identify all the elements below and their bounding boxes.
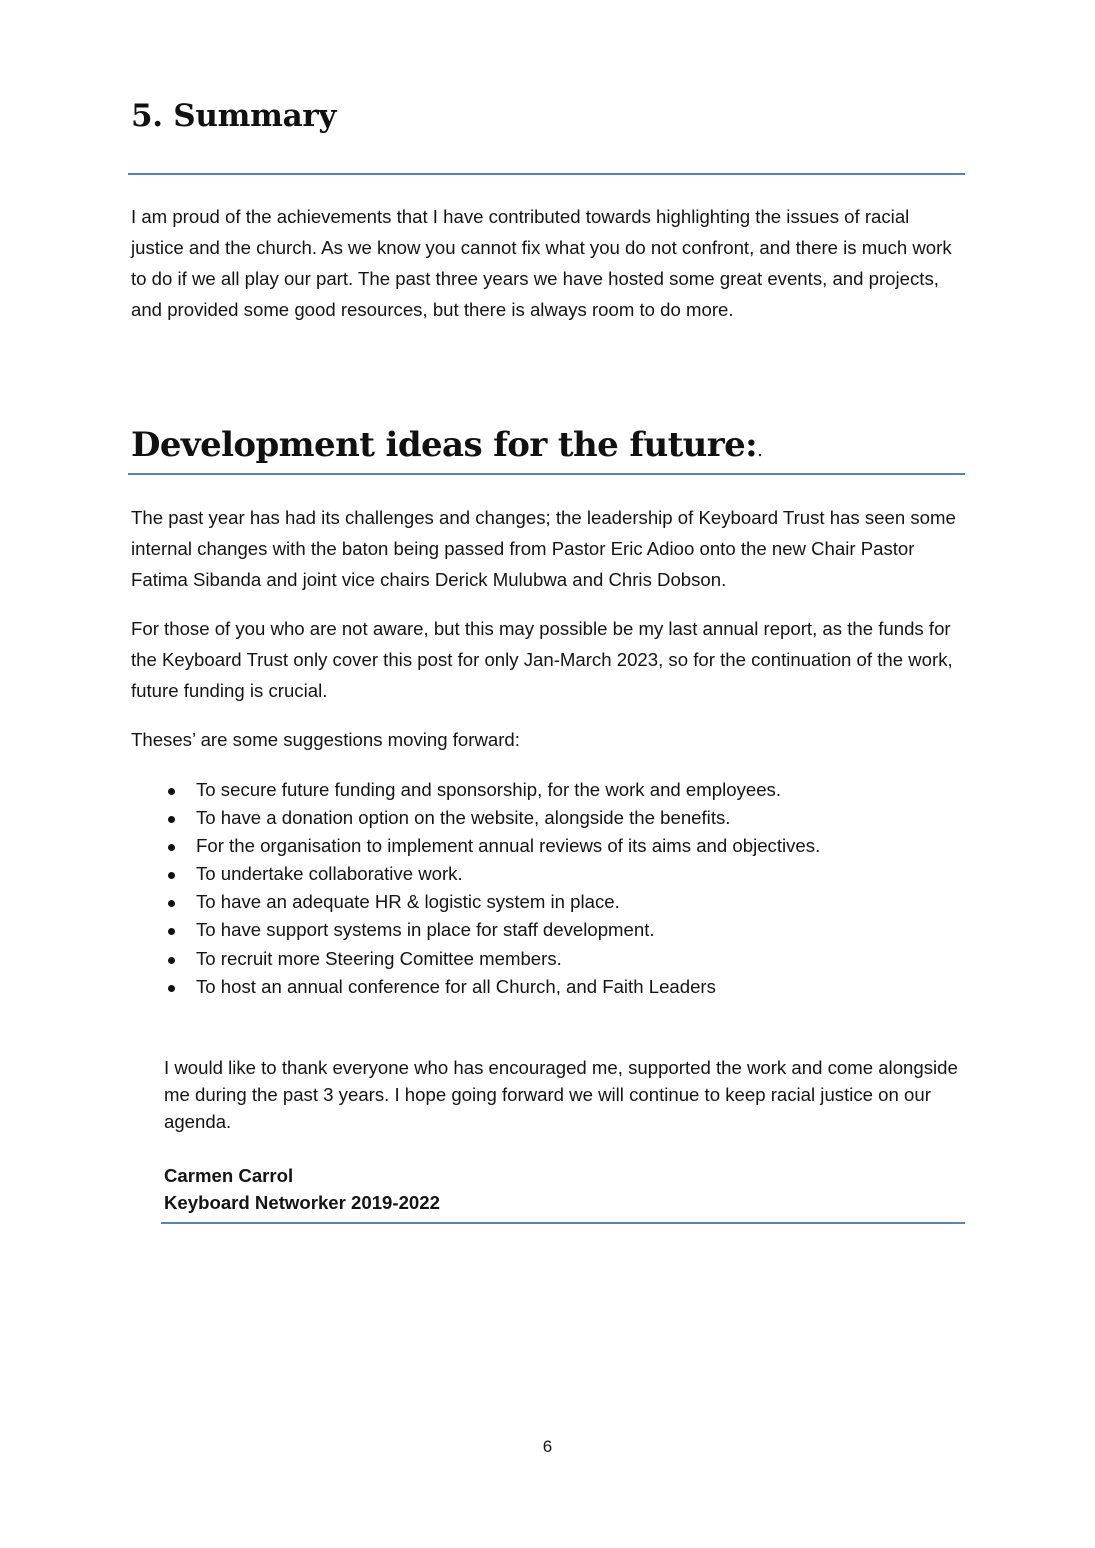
list-item: [160, 916, 960, 944]
list-item: [160, 804, 960, 832]
bullet-icon: [168, 957, 175, 964]
bullet-icon: [168, 788, 175, 795]
list-item-text: To have a donation option on the website, alongside the benefits.: [196, 807, 731, 829]
summary-heading: 5. Summary: [131, 98, 337, 134]
development-paragraph-1: The past year has had its challenges and changes; the leadership of Keyboard Trust has seen some internal changes with the baton being passed from Pastor Eric Adioo onto the new Chair Pastor Fatima Sibanda and joint vice chairs Derick Mulubwa and Chris Dobson.: [131, 507, 956, 590]
development-paragraph-2: For those of you who are not aware, but this may possible be my last annual report, as the funds for the Keyboard Trust only cover this post for only Jan-March 2023, so for the continuation of the work, future funding is crucial.: [131, 618, 953, 701]
list-item: [160, 888, 960, 916]
bullet-icon: [168, 985, 175, 992]
signature-divider: [161, 1222, 965, 1224]
bullet-icon: [168, 844, 175, 851]
list-item: [160, 860, 960, 888]
list-item-text: To have an adequate HR & logistic system in place.: [196, 891, 620, 913]
list-item: [160, 945, 960, 973]
list-item-text: To host an annual conference for all Church, and Faith Leaders: [196, 975, 716, 997]
development-heading: [131, 421, 763, 475]
page-number: 6: [542, 1437, 553, 1456]
summary-divider: [128, 173, 965, 175]
bullet-icon: [168, 928, 175, 935]
list-item-text: For the organisation to implement annual reviews of its aims and objectives.: [196, 835, 821, 857]
signature-role: Keyboard Networker 2019-2022: [164, 1192, 440, 1213]
bullet-icon: [168, 816, 175, 823]
thanks-paragraph: I would like to thank everyone who has encouraged me, supported the work and come alongside me during the past 3 years. I hope going forward we will continue to keep racial justice on our agenda.: [164, 1057, 958, 1132]
bullet-icon: [168, 900, 175, 907]
list-item-text: To recruit more Steering Comittee members.: [196, 947, 562, 969]
development-heading-text: Development ideas for the future:: [131, 425, 758, 465]
suggestions-list: [160, 776, 960, 1001]
list-item: [160, 973, 960, 1001]
signature-name: Carmen Carrol: [164, 1165, 294, 1186]
summary-paragraph: I am proud of the achievements that I have contributed towards highlighting the issues of racial justice and the church. As we know you cannot fix what you do not confront, and there is much work to do if we all play our part. The past three years we have hosted some great events, and projects, and provided some good resources, but there is always room to do more.: [131, 206, 952, 320]
list-item: [160, 832, 960, 860]
development-divider: [128, 473, 965, 475]
bullet-icon: [168, 872, 175, 879]
list-item-text: To have support systems in place for staff development.: [196, 919, 655, 941]
development-paragraph-3: Theses’ are some suggestions moving forward:: [131, 729, 520, 750]
list-item-text: To undertake collaborative work.: [196, 863, 463, 885]
list-item-text: To secure future funding and sponsorship, for the work and employees.: [196, 779, 782, 800]
list-item: [160, 776, 960, 804]
development-heading-trailing: .: [757, 440, 763, 461]
